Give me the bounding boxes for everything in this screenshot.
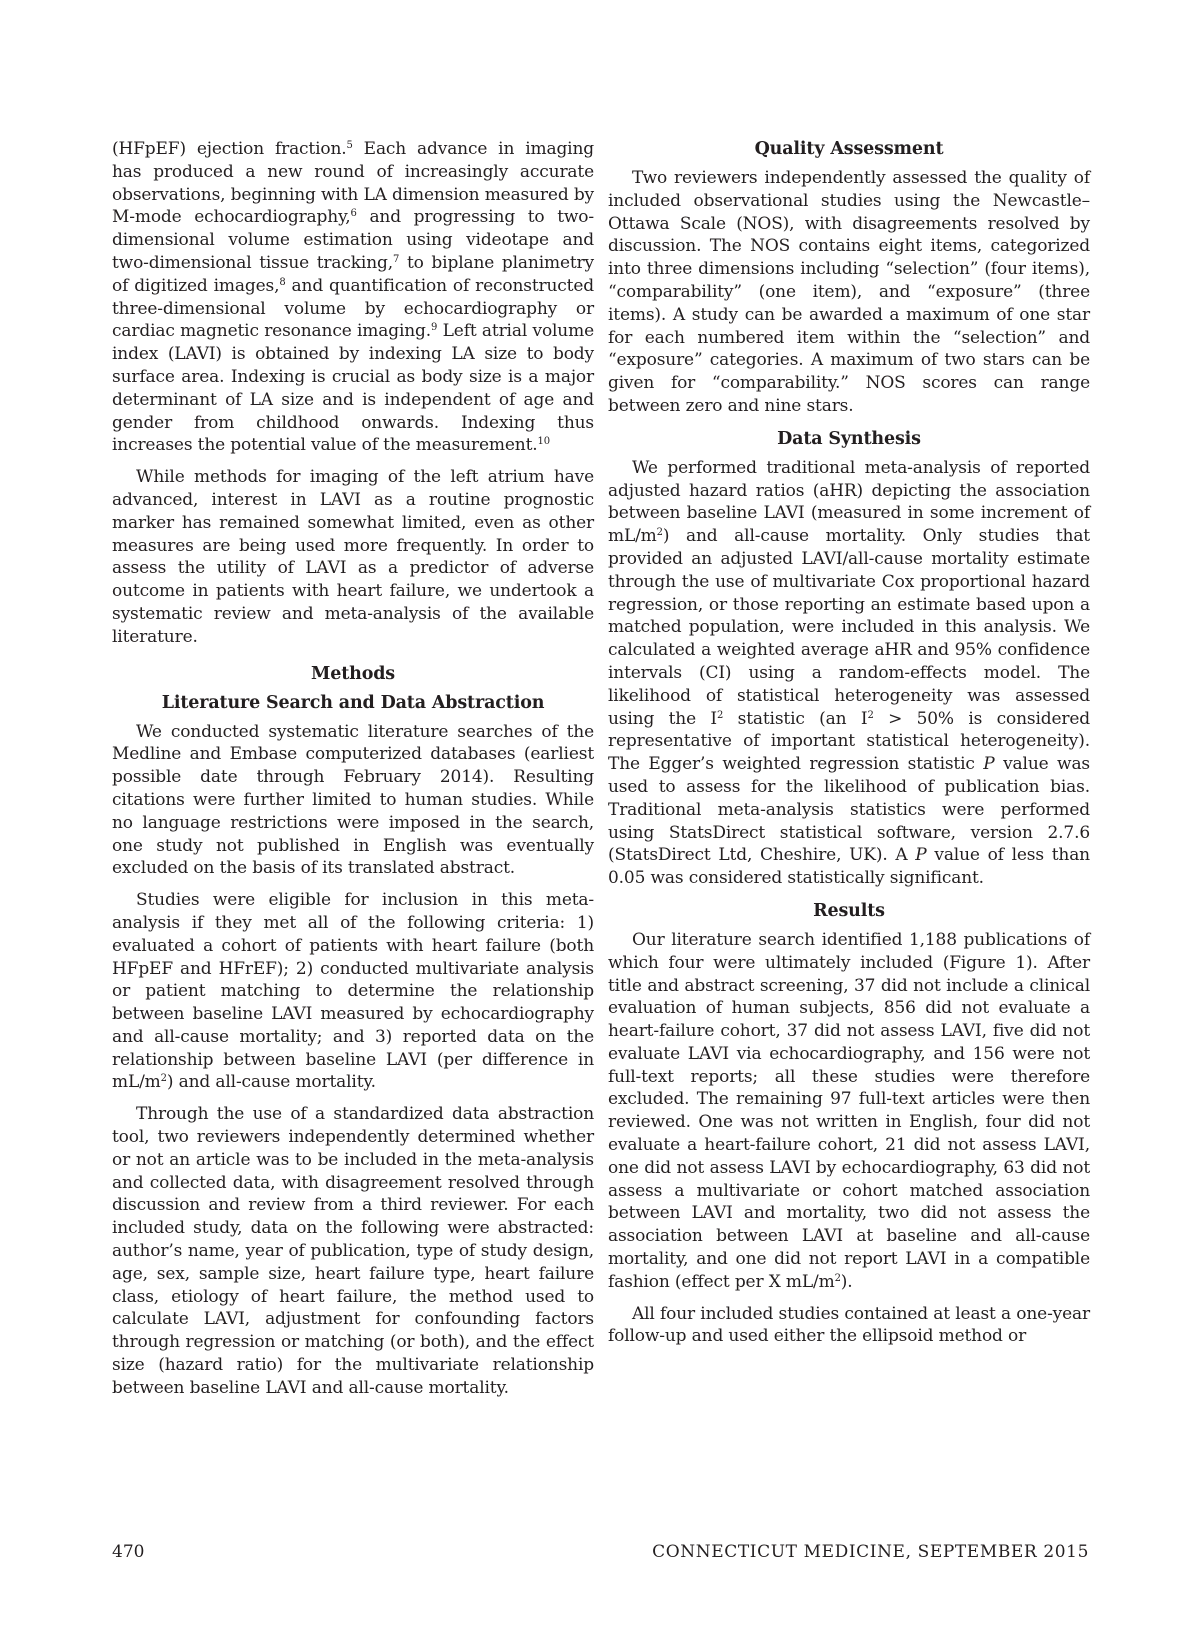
- superscript: 2: [656, 527, 663, 539]
- citation-ref: 9: [431, 322, 438, 334]
- citation-ref: 10: [537, 436, 550, 448]
- subsection-heading-literature-search: Literature Search and Data Abstraction: [161, 692, 545, 713]
- italic-p: P: [915, 845, 927, 866]
- paragraph-while: While methods for imaging of the left atrium have advanced, interest in LAVI as a routine prognostic marker has remained somewhat limited, even as other measures are being used more frequently. In order to assess the utility of LAVI as a predictor of adverse outcome in patients with heart failure, we undertook a systematic review and meta-analysis of the available literature.: [112, 467, 594, 647]
- paragraph-data-synthesis: We performed traditional meta-analysis of reported adjusted hazard ratios (aHR) depicting the association between baseline LAVI (measured in some increment of $mL/m^2$) and all-cause mortality. Only studies that provided an adjusted LAVI/all-cause mortality estimate through the use of multivariate Cox proportional hazard regression, or those reporting an estimate based upon a matched population, were included in this analysis. We calculated a weighted average aHR and 95% confidence intervals (CI) using a random-effects model. The likelihood of statistical heterogeneity was assessed using the $I^2$ statistic (an $I^2 > 50\%$ is considered representative of important statistical heterogeneity). The Egger’s weighted regression statistic P value was used to assess for the likelihood of publication bias. Traditional meta-analysis statistics were performed using StatsDirect statistical software, version 2.7.6 (StatsDirect Ltd, Cheshire, UK). A P value of less than 0.05 was considered statistically significant.: [608, 457, 1091, 889]
- paragraph-literature-search: We conducted systematic literature searches of the Medline and Embase computerized databases (earliest possible date through February 2014). Resulting citations were further limited to human studies. While no language restrictions were imposed in the search, one study not published in English was eventually excluded on the basis of its translated abstract.: [112, 721, 594, 879]
- superscript: 2: [834, 1272, 841, 1284]
- paragraph-eligibility: Studies were eligible for inclusion in this meta-analysis if they met all of the following criteria: 1) evaluated a cohort of patients with heart failure (both HFpEF and HFrEF); 2) conducted multivariate analysis or patient matching to determine the relationship between baseline LAVI measured by echocardiography and all-cause mortality; and 3) reported data on the relationship between baseline LAVI (per difference in $mL/m^2$) and all-cause mortality.: [112, 890, 594, 1093]
- subsection-heading-quality-assessment: Quality Assessment: [754, 139, 944, 159]
- paragraph-data-abstraction: Through the use of a standardized data abstraction tool, two reviewers independently determined whether or not an article was to be included in the meta-analysis and collected data, with disagreement resolved through discussion and review from a third reviewer. For each included study, data on the following were abstracted: author’s name, year of publication, type of study design, age, sex, sample size, heart failure type, heart failure class, etiology of heart failure, the method used to calculate LAVI, adjustment for confounding factors through regression or matching (or both), and the effect size (hazard ratio) for the multivariate relationship between baseline LAVI and all-cause mortality.: [112, 1104, 594, 1398]
- page-footer: [112, 1542, 1089, 1562]
- italic-p: P: [983, 754, 995, 775]
- subsection-heading-data-synthesis: Data Synthesis: [777, 428, 921, 449]
- paragraph-quality-assessment: Two reviewers independently assessed the quality of included observational studies using the Newcastle–Ottawa Scale (NOS), with disagreements resolved by discussion. The NOS contains eight items, categorized into three dimensions including “selection” (four items), “comparability” (one item), and “exposure” (three items). A study can be awarded a maximum of one star for each numbered item within the “selection” and “exposure” categories. A maximum of two stars can be given for “comparability.” NOS scores can range between zero and nine stars.: [608, 168, 1090, 416]
- journal-issue: CONNECTICUT MEDICINE, SEPTEMBER 2015: [652, 1542, 1089, 1562]
- paragraph-intro-continued: (HFpEF) ejection fraction.$^5$ Each advance in imaging has produced a new round of increasingly accurate observations, beginning with LA dimension measured by M-mode echocardiography,$^6$ and progressing to two-dimensional volume estimation using videotape and two-dimensional tissue tracking,$^7$ to biplane planimetry of digitized images,$^8$ and quantification of reconstructed three-dimensional volume by echocardiography or cardiac magnetic resonance imaging.$^9$ Left atrial volume index (LAVI) is obtained by indexing LA size to body surface area. Indexing is crucial as body size is a major determinant of LA size and is independent of age and gender from childhood onwards. Indexing thus increases the potential value of the measurement.$^{10}$: [112, 139, 594, 456]
- left-column: [112, 138, 594, 1409]
- paragraph-followup: All four included studies contained at least a one-year follow-up and used either the ellipsoid method or: [608, 1303, 1090, 1347]
- citation-ref: 7: [393, 253, 400, 265]
- citation-ref: 6: [350, 208, 357, 220]
- section-heading-methods: Methods: [310, 663, 396, 684]
- superscript: 2: [160, 1073, 167, 1085]
- page-number: 470: [112, 1542, 145, 1562]
- section-heading-results: Results: [813, 900, 885, 921]
- paragraph-results: Our literature search identified 1,188 publications of which four were ultimately included (Figure 1). After title and abstract screening, 37 did not include a clinical evaluation of human subjects, 856 did not evaluate a heart-failure cohort, 37 did not assess LAVI, five did not evaluate LAVI via echocardiography, and 156 were not full-text reports; all these studies were therefore excluded. The remaining 97 full-text articles were then reviewed. One was not written in English, four did not evaluate a heart-failure cohort, 21 did not assess LAVI, one did not assess LAVI by echocardiography, 63 did not assess a multivariate or cohort matched association between LAVI and mortality, two did not assess the association between LAVI at baseline and all-cause mortality, and one did not report LAVI in a compatible fashion (effect per X $mL/m^2$).: [608, 929, 1090, 1292]
- citation-ref: 8: [279, 276, 286, 288]
- citation-ref: 5: [346, 140, 353, 151]
- superscript: 2: [717, 709, 724, 721]
- right-column: [608, 138, 1090, 1357]
- superscript: 2: [867, 709, 874, 721]
